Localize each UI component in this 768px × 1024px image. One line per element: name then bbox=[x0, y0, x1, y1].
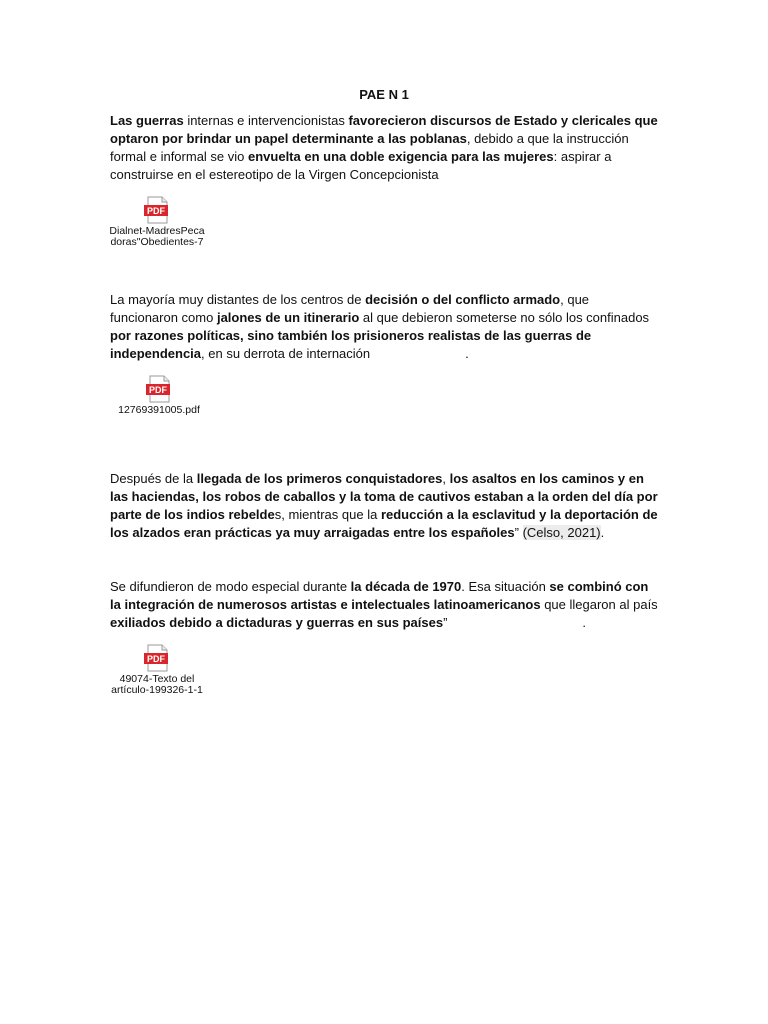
pdf-attachment-3[interactable] bbox=[108, 644, 206, 696]
bold-text: jalones de un itinerario bbox=[216, 310, 360, 325]
citation: (Celso, 2021) bbox=[522, 525, 601, 540]
pdf-file-icon bbox=[145, 375, 173, 403]
bold-text: Las guerras bbox=[110, 113, 184, 128]
paragraph-3: Después de la llegada de los primeros conquistadores, los asaltos en los caminos y en las haciendas, los robos de caballos y la toma de cautivos estaban a la orden del día por parte de los indios rebeldes, mientras que la reducción a la esclavitud y la deportación de los alzados eran prácticas ya muy arraigadas entre los españoles” (Celso, 2021). bbox=[110, 471, 658, 540]
pdf-file-icon bbox=[143, 644, 171, 672]
bold-text: reducción a la esclavitud y la deportación de los alzados eran prácticas ya muy arraigadas entre los españoles bbox=[110, 507, 658, 540]
attachment-filename-cont: artículo-199326-1-1 bbox=[111, 685, 203, 696]
paragraph-4: Se difundieron de modo especial durante la década de 1970. Esa situación se combinó con la integración de numerosos artistas e intelectuales latinoamericanos que llegaron al país exiliados debido a dictaduras y guerras en sus países” . bbox=[110, 579, 658, 630]
pdf-attachment-1[interactable] bbox=[108, 196, 206, 248]
bold-text: los asaltos en los caminos y en las haciendas, los robos de caballos y la toma de cautivos estaban a la orden del día por parte de los indios rebelde bbox=[110, 471, 658, 522]
bold-text: favorecieron discursos de Estado y clericales que optaron por brindar un papel determinante a las poblanas bbox=[110, 113, 658, 146]
paragraph-2: La mayoría muy distantes de los centros de decisión o del conflicto armado, que funcionaron como jalones de un itinerario al que debieron someterse no sólo los confinados por razones políticas, sino también los prisioneros realistas de las guerras de independencia, en su derrota de internación . bbox=[110, 292, 650, 361]
bold-text: la década de 1970 bbox=[350, 579, 462, 594]
bold-text: por razones políticas, sino también los prisioneros realistas de las guerras de independencia bbox=[110, 328, 592, 361]
pdf-badge: PDF bbox=[149, 385, 167, 395]
pdf-attachment-2[interactable] bbox=[110, 375, 208, 416]
attachment-filename-cont: doras"Obedientes-7 bbox=[110, 237, 204, 248]
pdf-badge: PDF bbox=[147, 654, 165, 664]
bold-text: llegada de los primeros conquistadores bbox=[196, 471, 443, 486]
bold-text: se combinó con la integración de numerosos artistas e intelectuales latinoamericanos bbox=[110, 579, 649, 612]
bold-text: envuelta en una doble exigencia para las mujeres bbox=[248, 149, 554, 164]
attachment-filename: Dialnet-MadresPeca bbox=[109, 226, 205, 237]
bold-text: exiliados debido a dictaduras y guerras en sus países bbox=[110, 615, 444, 630]
bold-text: decisión o del conflicto armado bbox=[365, 292, 561, 307]
attachment-filename: 49074-Texto del bbox=[119, 674, 195, 685]
attachment-filename: 12769391005.pdf bbox=[118, 405, 200, 416]
pdf-badge: PDF bbox=[147, 206, 165, 216]
paragraph-1: Las guerras internas e intervencionistas favorecieron discursos de Estado y clericales que optaron por brindar un papel determinante a las poblanas, debido a que la instrucción formal e informal se vio envuelta en una doble exigencia para las mujeres: aspirar a construirse en el estereotipo de la Virgen Concepcionista bbox=[110, 113, 658, 182]
document-title: PAE N 1 bbox=[359, 87, 409, 102]
pdf-file-icon bbox=[143, 196, 171, 224]
